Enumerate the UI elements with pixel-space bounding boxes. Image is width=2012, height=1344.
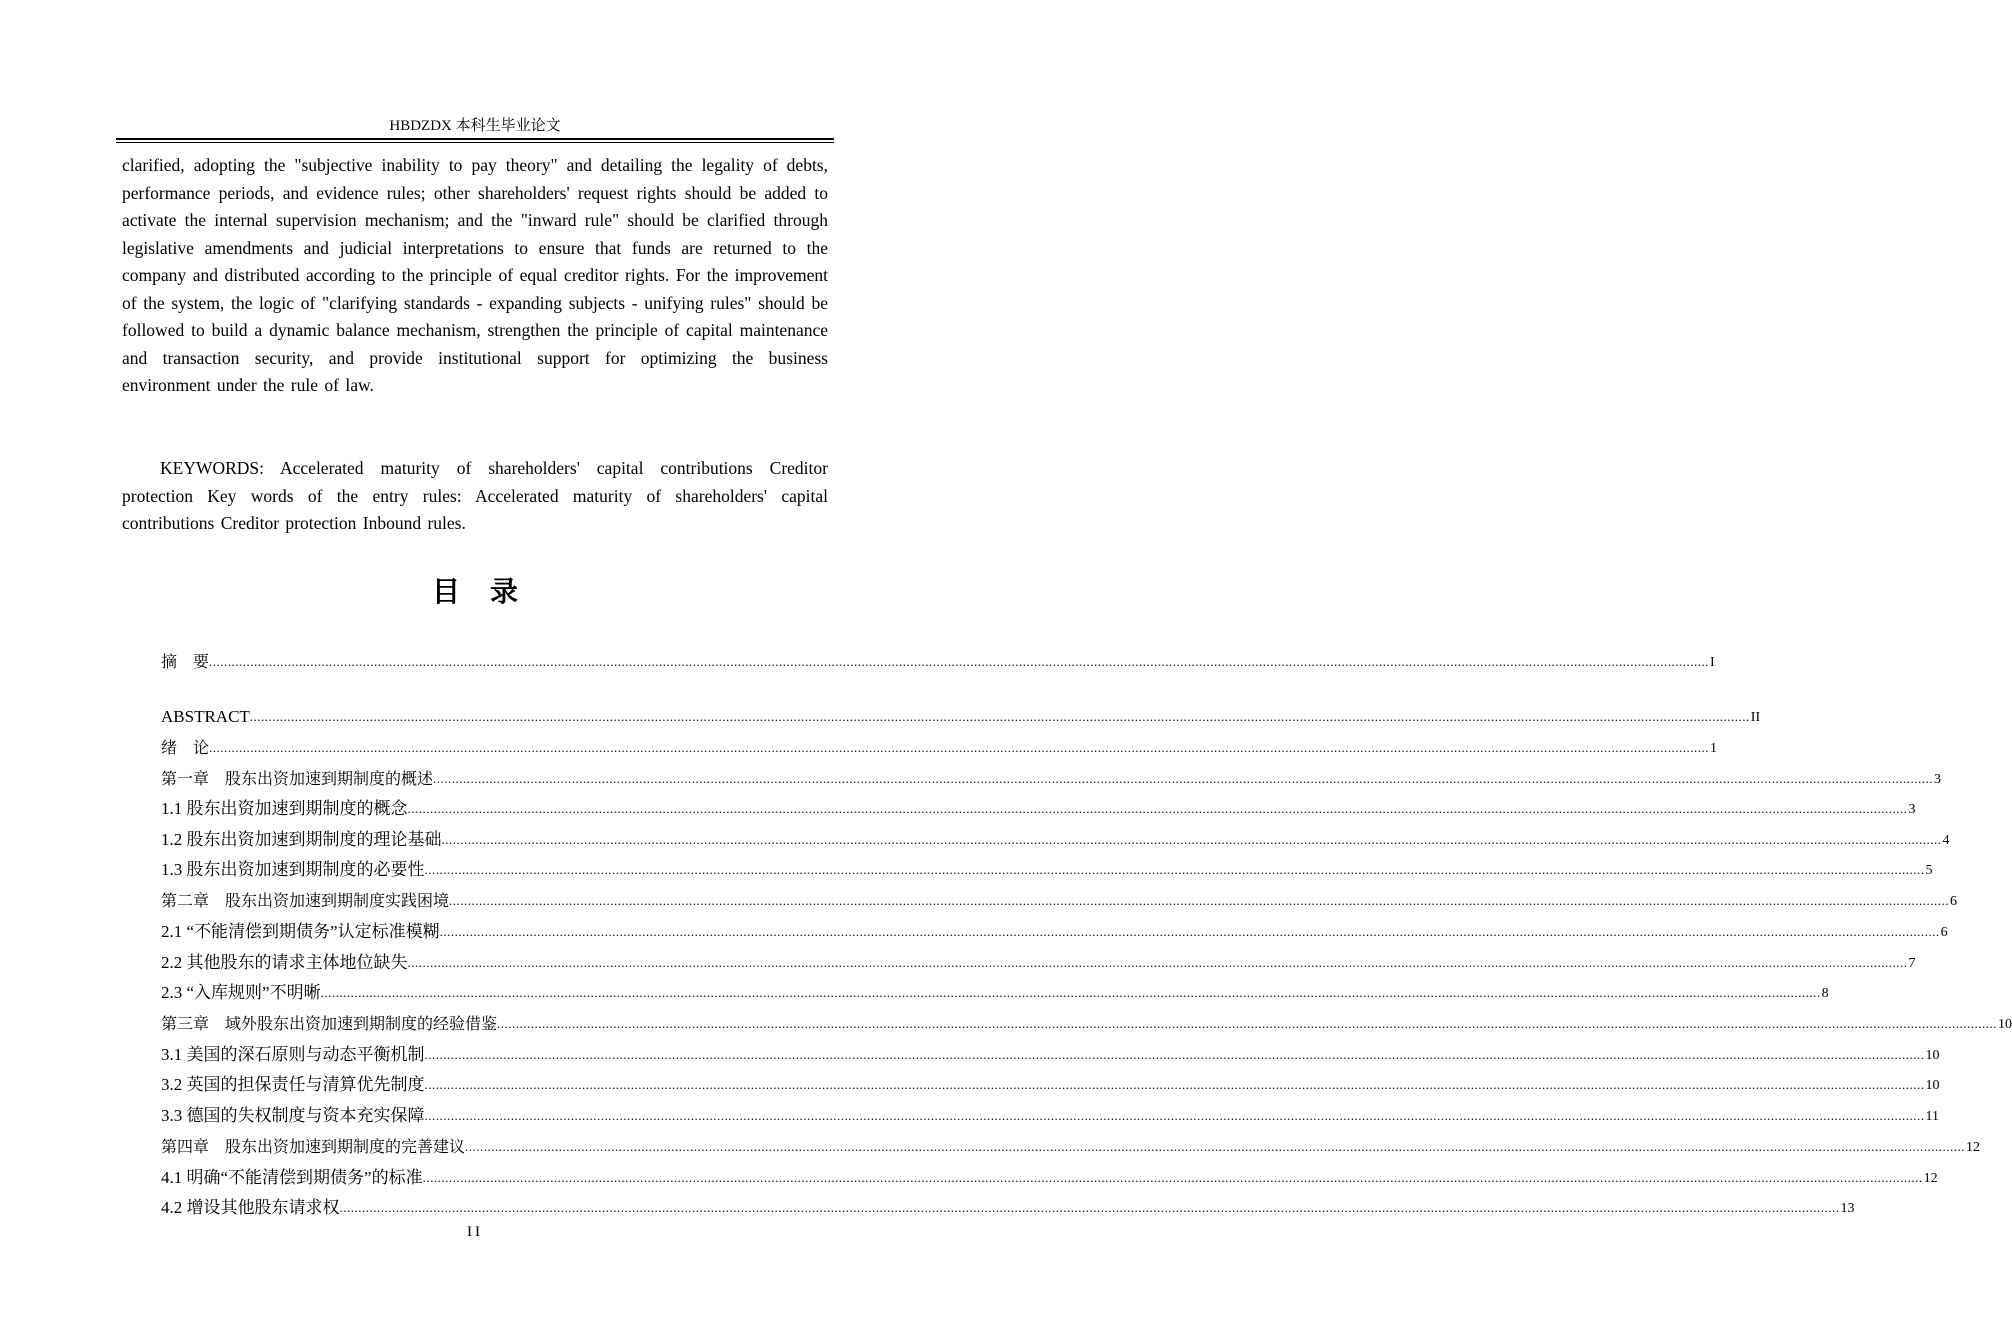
toc-dot-leader: ................................................................................................................................................................................................................................................................................................................................................................................................................ xyxy=(320,985,1821,1000)
toc-entry-label: 绪 论 xyxy=(161,738,210,757)
toc-entry-page: 12 xyxy=(1966,1140,1981,1155)
keywords-paragraph: KEYWORDS: Accelerated maturity of shareholders' capital contributions Creditor protection Key words of the entry rules: Accelerated maturity of shareholders' capital contributions Creditor protection Inbound rules. xyxy=(122,458,828,533)
toc-dot-leader: ................................................................................................................................................................................................................................................................................................................................................................................................................ xyxy=(465,1139,1966,1154)
toc-entry-label: ABSTRACT xyxy=(161,707,250,726)
toc-entry-page: 3 xyxy=(1908,802,1916,817)
toc-dot-leader: ................................................................................................................................................................................................................................................................................................................................................................................................................ xyxy=(249,709,1750,724)
toc-dot-leader: ................................................................................................................................................................................................................................................................................................................................................................................................................ xyxy=(497,1016,1998,1031)
toc-entry-page: 3 xyxy=(1934,772,1942,787)
toc-dot-leader: ................................................................................................................................................................................................................................................................................................................................................................................................................ xyxy=(433,771,1934,786)
toc-entry-page: 6 xyxy=(1950,894,1958,909)
toc-entry-label: 1.3 股东出资加速到期制度的必要性 xyxy=(161,860,425,879)
toc-entry-page: 6 xyxy=(1940,925,1948,940)
toc-entry-label: 4.2 增设其他股东请求权 xyxy=(161,1198,340,1217)
toc-entry[interactable] xyxy=(161,736,1718,760)
toc-entry-page: 7 xyxy=(1908,956,1916,971)
toc-dot-leader: ................................................................................................................................................................................................................................................................................................................................................................................................................ xyxy=(209,740,1710,755)
toc-dot-leader: ................................................................................................................................................................................................................................................................................................................................................................................................................ xyxy=(407,801,1908,816)
toc-entry[interactable] xyxy=(161,797,1916,821)
toc-entry[interactable] xyxy=(161,1196,1855,1220)
toc-entry[interactable] xyxy=(161,1135,1981,1159)
toc-entry-page: 4 xyxy=(1942,833,1950,848)
toc-entry-page: 12 xyxy=(1923,1171,1938,1186)
toc-entry[interactable] xyxy=(161,889,1958,913)
header-rule-thick xyxy=(116,138,834,140)
toc-entry-label: 3.1 美国的深石原则与动态平衡机制 xyxy=(161,1045,425,1064)
toc-entry[interactable] xyxy=(161,951,1916,975)
toc-dot-leader: ................................................................................................................................................................................................................................................................................................................................................................................................................ xyxy=(439,924,1940,939)
toc-entry-page: 10 xyxy=(1925,1078,1940,1093)
toc-entry[interactable] xyxy=(161,767,1942,791)
toc-entry-label: 2.1 “不能清偿到期债务”认定标准模糊 xyxy=(161,922,440,941)
toc-entry[interactable] xyxy=(161,858,1933,882)
toc-title: 目录 xyxy=(431,575,548,608)
toc-entry-label: 第四章 股东出资加速到期制度的完善建议 xyxy=(161,1137,466,1156)
toc-entry-label: 1.2 股东出资加速到期制度的理论基础 xyxy=(161,830,442,849)
toc-entry-label: 1.1 股东出资加速到期制度的概念 xyxy=(161,799,408,818)
running-header: HBDZDX 本科生毕业论文 xyxy=(389,118,561,134)
toc-entry[interactable] xyxy=(161,1073,1940,1097)
toc-entry-page: 10 xyxy=(1925,1048,1940,1063)
toc-entry-label: 2.2 其他股东的请求主体地位缺失 xyxy=(161,953,408,972)
toc-dot-leader: ................................................................................................................................................................................................................................................................................................................................................................................................................ xyxy=(449,893,1950,908)
toc-entry-label: 3.2 英国的担保责任与清算优先制度 xyxy=(161,1075,425,1094)
toc-entry[interactable] xyxy=(161,1043,1940,1067)
toc-dot-leader: ................................................................................................................................................................................................................................................................................................................................................................................................................ xyxy=(424,1077,1925,1092)
abstract-paragraph: clarified, adopting the "subjective inability to pay theory" and detailing the legality of debts, performance periods, and evidence rules; other shareholders' request rights should be added to activate the internal supervision mechanism; and the "inward rule" should be clarified through legislative amendments and judicial interpretations to ensure that funds are returned to the company and distributed according to the principle of equal creditor rights. For the improvement of the system, the logic of "clarifying standards - expanding subjects - unifying rules" should be followed to build a dynamic balance mechanism, strengthen the principle of capital maintenance and transaction security, and provide institutional support for optimizing the business environment under the rule of law. xyxy=(122,155,828,395)
toc-entry[interactable] xyxy=(161,981,1829,1005)
header-rule-thin xyxy=(116,142,834,143)
toc-entry-page: 1 xyxy=(1710,741,1718,756)
toc-dot-leader: ................................................................................................................................................................................................................................................................................................................................................................................................................ xyxy=(422,1170,1923,1185)
toc-entry-page: 11 xyxy=(1925,1109,1939,1124)
toc-dot-leader: ................................................................................................................................................................................................................................................................................................................................................................................................................ xyxy=(407,955,1908,970)
toc-entry[interactable] xyxy=(161,1166,1938,1190)
toc-entry-page: II xyxy=(1750,710,1761,725)
toc-entry-label: 第三章 域外股东出资加速到期制度的经验借鉴 xyxy=(161,1014,498,1033)
toc-entry[interactable] xyxy=(161,1012,2012,1036)
toc-entry-label: 3.3 德国的失权制度与资本充实保障 xyxy=(161,1106,425,1125)
toc-dot-leader: ................................................................................................................................................................................................................................................................................................................................................................................................................ xyxy=(209,654,1710,669)
toc-dot-leader: ................................................................................................................................................................................................................................................................................................................................................................................................................ xyxy=(441,832,1942,847)
toc-entry[interactable] xyxy=(161,1104,1939,1128)
toc-dot-leader: ................................................................................................................................................................................................................................................................................................................................................................................................................ xyxy=(424,1047,1925,1062)
page-number: II xyxy=(467,1224,483,1240)
toc-entry-label: 4.1 明确“不能清偿到期债务”的标准 xyxy=(161,1168,423,1187)
toc-entry-page: 8 xyxy=(1821,986,1829,1001)
toc-entry-page: 10 xyxy=(1998,1017,2012,1032)
toc-entry[interactable] xyxy=(161,650,1715,674)
toc-entry-page: I xyxy=(1710,655,1715,670)
toc-entry-label: 第二章 股东出资加速到期制度实践困境 xyxy=(161,891,450,910)
toc-entry[interactable] xyxy=(161,705,1761,729)
toc-entry[interactable] xyxy=(161,828,1950,852)
toc-entry-label: 摘 要 xyxy=(161,652,210,671)
toc-entry-label: 第一章 股东出资加速到期制度的概述 xyxy=(161,769,434,788)
toc-entry[interactable] xyxy=(161,920,1948,944)
toc-entry-label: 2.3 “入库规则”不明晰 xyxy=(161,983,321,1002)
toc-dot-leader: ................................................................................................................................................................................................................................................................................................................................................................................................................ xyxy=(339,1200,1840,1215)
toc-dot-leader: ................................................................................................................................................................................................................................................................................................................................................................................................................ xyxy=(424,862,1925,877)
toc-entry-page: 13 xyxy=(1840,1201,1855,1216)
toc-entry-page: 5 xyxy=(1925,863,1933,878)
toc-dot-leader: ................................................................................................................................................................................................................................................................................................................................................................................................................ xyxy=(424,1108,1925,1123)
